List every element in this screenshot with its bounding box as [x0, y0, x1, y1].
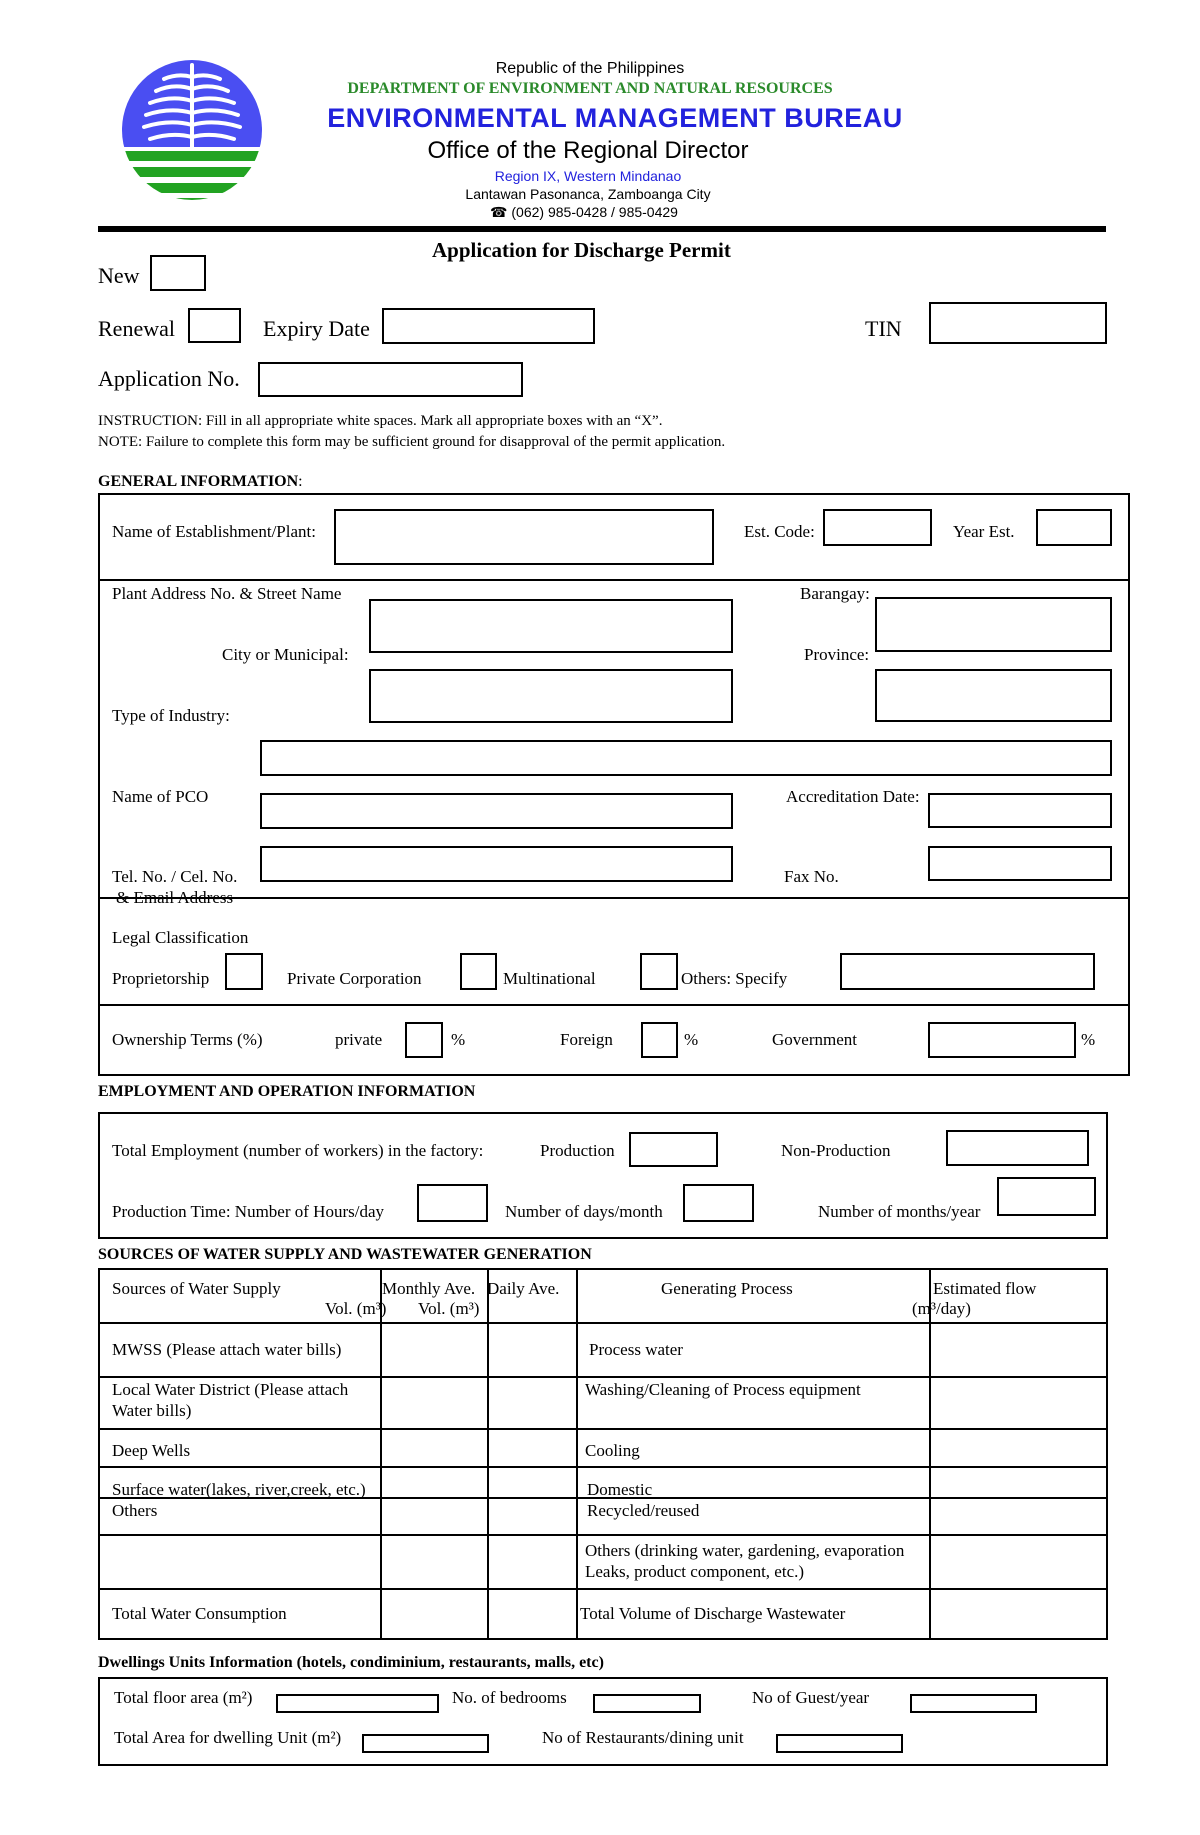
- col-monthly-header: Monthly Ave.: [382, 1279, 476, 1298]
- tin-label: TIN: [865, 316, 902, 341]
- production-label: Production: [540, 1141, 615, 1160]
- instruction-text: INSTRUCTION: Fill in all appropriate white spaces. Mark all appropriate boxes with an “X”.: [98, 413, 663, 429]
- months-per-year-label: Number of months/year: [818, 1202, 981, 1221]
- process-recycled: Recycled/reused: [587, 1501, 700, 1520]
- header-office: Office of the Regional Director: [427, 137, 749, 164]
- foreign-percent-sign: %: [684, 1030, 699, 1049]
- email-label: & Email Address: [116, 888, 234, 907]
- source-others: Others: [112, 1501, 158, 1520]
- process-others-2: Leaks, product component, etc.): [585, 1562, 805, 1581]
- note-text: NOTE: Failure to complete this form may be sufficient ground for disapproval of the permit application.: [98, 434, 726, 450]
- year-est-input[interactable]: [1036, 509, 1112, 546]
- production-time-label: Production Time: Number of Hours/day: [112, 1202, 384, 1221]
- est-code-label: Est. Code:: [744, 522, 815, 541]
- pco-input[interactable]: [260, 793, 733, 829]
- industry-input[interactable]: [260, 740, 1112, 776]
- proprietorship-label: Proprietorship: [112, 969, 210, 988]
- source-local-water-2: Water bills): [112, 1401, 192, 1420]
- private-percent-sign: %: [451, 1030, 466, 1049]
- col-daily-header: Daily Ave.: [487, 1279, 560, 1298]
- bedrooms-input[interactable]: [593, 1694, 701, 1713]
- source-deep-wells: Deep Wells: [112, 1441, 191, 1460]
- ownership-label: Ownership Terms (%): [112, 1030, 263, 1049]
- bedrooms-label: No. of bedrooms: [452, 1688, 567, 1707]
- restaurants-input[interactable]: [776, 1734, 903, 1753]
- year-est-label: Year Est.: [953, 522, 1015, 541]
- private-label: private: [335, 1030, 383, 1049]
- header-bureau: ENVIRONMENTAL MANAGEMENT BUREAU: [327, 103, 903, 133]
- floor-area-input[interactable]: [276, 1694, 439, 1713]
- process-water: Process water: [589, 1340, 683, 1359]
- general-divider-1: [98, 579, 1130, 581]
- production-input[interactable]: [629, 1132, 718, 1167]
- renewal-checkbox[interactable]: [188, 308, 241, 343]
- restaurants-label: No of Restaurants/dining unit: [542, 1728, 744, 1747]
- government-percent-input[interactable]: [928, 1022, 1076, 1058]
- process-cooling: Cooling: [585, 1441, 640, 1460]
- tin-input[interactable]: [929, 302, 1107, 344]
- province-label: Province:: [804, 645, 870, 664]
- renewal-label: Renewal: [98, 316, 175, 341]
- application-no-input[interactable]: [258, 362, 523, 397]
- legal-classification-label: Legal Classification: [112, 928, 249, 947]
- floor-area-label: Total floor area (m²): [114, 1688, 253, 1707]
- months-per-year-input[interactable]: [997, 1177, 1096, 1216]
- others-specify-input[interactable]: [840, 953, 1095, 990]
- col-flow-unit-header: (m³/day): [912, 1299, 971, 1318]
- province-input[interactable]: [875, 669, 1112, 722]
- header-address: Lantawan Pasonanca, Zamboanga City: [465, 186, 711, 202]
- col-vol-header: Vol. (m³): [325, 1299, 387, 1318]
- non-production-label: Non-Production: [781, 1141, 891, 1160]
- accreditation-label: Accreditation Date:: [786, 787, 920, 806]
- water-heading: SOURCES OF WATER SUPPLY AND WASTEWATER GENERATION: [98, 1246, 592, 1263]
- total-employment-label: Total Employment (number of workers) in the factory:: [112, 1141, 484, 1160]
- plant-address-label: Plant Address No. & Street Name: [112, 584, 342, 603]
- form-title: Application for Discharge Permit: [432, 238, 731, 262]
- tel-input[interactable]: [260, 846, 733, 882]
- expiry-date-input[interactable]: [382, 308, 595, 344]
- government-label: Government: [772, 1030, 857, 1049]
- barangay-input[interactable]: [875, 597, 1112, 652]
- source-total: Total Water Consumption: [112, 1604, 287, 1623]
- header-department: DEPARTMENT OF ENVIRONMENT AND NATURAL RESOURCES: [347, 80, 833, 97]
- fax-label: Fax No.: [784, 867, 839, 886]
- days-per-month-input[interactable]: [683, 1184, 754, 1222]
- col-monthly-vol-header: Vol. (m³): [418, 1299, 480, 1318]
- col-process-header: Generating Process: [661, 1279, 793, 1298]
- hours-per-day-input[interactable]: [417, 1184, 488, 1222]
- general-divider-2: [98, 897, 1130, 899]
- days-per-month-label: Number of days/month: [505, 1202, 663, 1221]
- employment-heading: EMPLOYMENT AND OPERATION INFORMATION: [98, 1083, 476, 1100]
- barangay-label: Barangay:: [800, 584, 870, 603]
- col-sources-header: Sources of Water Supply: [112, 1279, 281, 1298]
- guests-label: No of Guest/year: [752, 1688, 870, 1707]
- general-divider-3: [98, 1004, 1130, 1006]
- plant-address-input[interactable]: [369, 599, 733, 653]
- private-corporation-checkbox[interactable]: [460, 953, 497, 990]
- new-checkbox[interactable]: [150, 255, 206, 291]
- dwelling-area-label: Total Area for dwelling Unit (m²): [114, 1728, 342, 1747]
- source-local-water: Local Water District (Please attach: [112, 1380, 349, 1399]
- header-region: Region IX, Western Mindanao: [494, 168, 682, 184]
- header-rule: [98, 226, 1106, 232]
- establishment-label: Name of Establishment/Plant:: [112, 522, 316, 541]
- process-domestic: Domestic: [587, 1480, 653, 1499]
- general-heading: [98, 473, 303, 491]
- tel-label: Tel. No. / Cel. No.: [112, 867, 238, 886]
- general-heading-text: GENERAL INFORMATION: [98, 473, 299, 490]
- header-country: Republic of the Philippines: [495, 60, 685, 77]
- emb-logo: [120, 55, 265, 205]
- private-percent-input[interactable]: [405, 1022, 443, 1058]
- header-phone: (062) 985-0428 / 985-0429: [511, 204, 678, 220]
- fax-input[interactable]: [928, 846, 1112, 881]
- source-mwss: MWSS (Please attach water bills): [112, 1340, 342, 1359]
- est-code-input[interactable]: [823, 509, 932, 546]
- multinational-label: Multinational: [503, 969, 596, 988]
- non-production-input[interactable]: [946, 1130, 1089, 1166]
- process-total: Total Volume of Discharge Wastewater: [580, 1604, 846, 1623]
- application-no-label: Application No.: [98, 366, 240, 391]
- telephone-icon: ☎: [490, 204, 508, 220]
- process-others: Others (drinking water, gardening, evaporation: [585, 1541, 905, 1560]
- accreditation-input[interactable]: [928, 793, 1112, 828]
- establishment-input[interactable]: [334, 509, 714, 565]
- city-input[interactable]: [369, 669, 733, 723]
- proprietorship-checkbox[interactable]: [225, 953, 263, 990]
- expiry-date-label: Expiry Date: [263, 316, 370, 341]
- foreign-percent-input[interactable]: [641, 1022, 678, 1058]
- private-corporation-label: Private Corporation: [287, 969, 422, 988]
- industry-label: Type of Industry:: [112, 706, 230, 725]
- col-flow-header: Estimated flow: [933, 1279, 1037, 1298]
- city-label: City or Municipal:: [222, 645, 349, 664]
- header-phone-line: [490, 204, 678, 221]
- water-cell-grid[interactable]: [380, 1324, 1108, 1638]
- multinational-checkbox[interactable]: [640, 953, 678, 990]
- new-label: New: [98, 263, 140, 288]
- foreign-label: Foreign: [560, 1030, 613, 1049]
- dwellings-heading: Dwellings Units Information (hotels, condiminium, restaurants, malls, etc): [98, 1654, 604, 1671]
- dwelling-area-input[interactable]: [362, 1734, 489, 1753]
- pco-label: Name of PCO: [112, 787, 209, 806]
- guests-input[interactable]: [910, 1694, 1037, 1713]
- others-specify-label: Others: Specify: [681, 969, 788, 988]
- general-heading-colon: :: [298, 473, 303, 490]
- process-washing: Washing/Cleaning of Process equipment: [585, 1380, 861, 1399]
- government-percent-sign: %: [1081, 1030, 1096, 1049]
- source-surface-water: Surface water(lakes, river,creek, etc.): [112, 1480, 366, 1499]
